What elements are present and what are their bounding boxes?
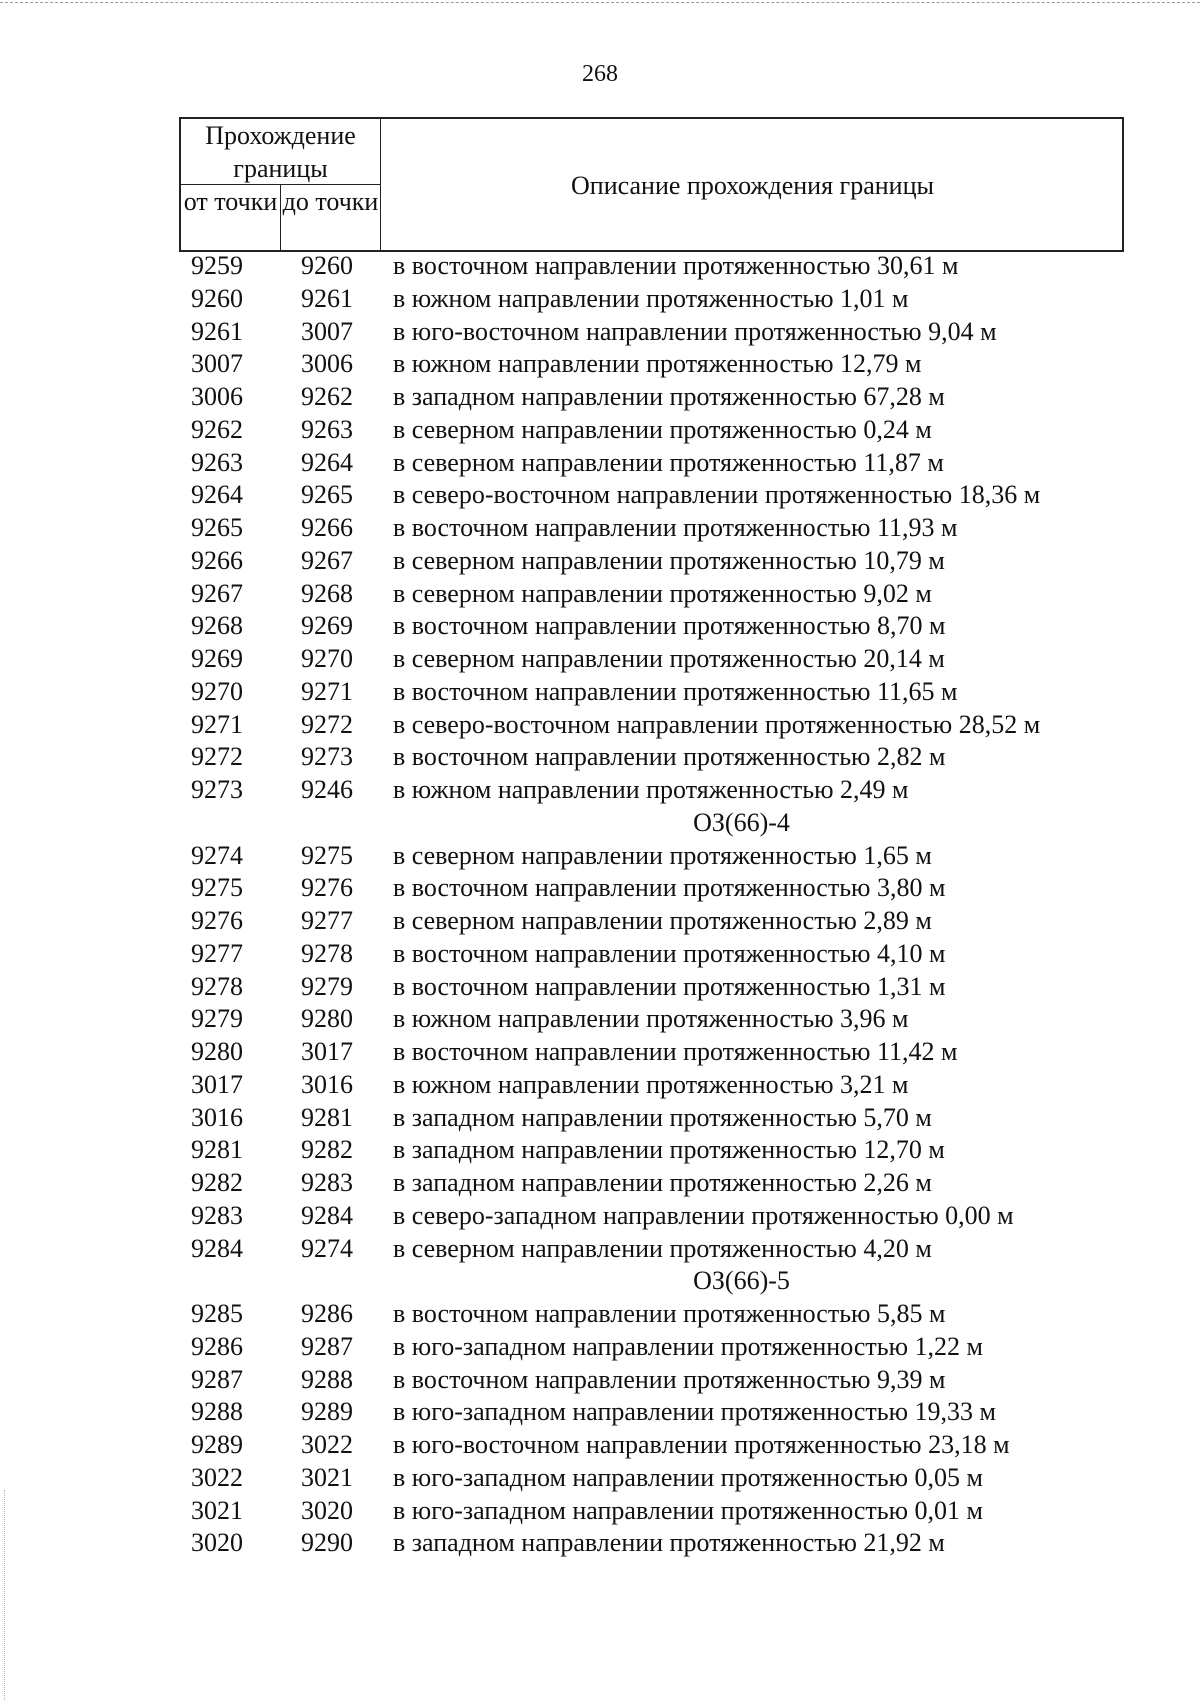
description-cell: в восточном направлении протяженностью 4,10 м bbox=[393, 938, 946, 968]
table-row bbox=[179, 1364, 1124, 1397]
table-row bbox=[179, 1200, 1124, 1233]
header-from-point: от точки bbox=[181, 185, 281, 252]
to-point-cell: 9261 bbox=[301, 283, 353, 313]
table-row bbox=[179, 741, 1124, 774]
from-point-cell: 9261 bbox=[191, 316, 243, 346]
description-cell: в северо-восточном направлении протяженностью 18,36 м bbox=[393, 480, 1041, 510]
to-point-cell: 9266 bbox=[301, 513, 353, 542]
description-cell: в западном направлении протяженностью 12,70 м bbox=[393, 1135, 945, 1165]
to-point-cell: 9275 bbox=[301, 840, 353, 870]
to-point-cell: 9283 bbox=[301, 1168, 353, 1197]
description-cell: в западном направлении протяженностью 5,70 м bbox=[393, 1102, 932, 1132]
from-point-cell: 9262 bbox=[191, 414, 243, 444]
to-point-cell: 9277 bbox=[301, 906, 353, 935]
table-row bbox=[179, 283, 1124, 316]
from-point-cell: 9284 bbox=[191, 1233, 243, 1263]
table-row bbox=[179, 1462, 1124, 1495]
from-point-cell: 9266 bbox=[191, 545, 243, 575]
from-point-cell: 3007 bbox=[191, 349, 243, 379]
from-point-cell: 9274 bbox=[191, 840, 243, 870]
table-row bbox=[179, 905, 1124, 938]
from-point-cell: 9268 bbox=[191, 611, 243, 641]
table-row bbox=[179, 1003, 1124, 1036]
to-point-cell: 3016 bbox=[301, 1069, 353, 1099]
from-point-cell: 9272 bbox=[191, 742, 243, 772]
table-row bbox=[179, 1298, 1124, 1331]
from-point-cell: 9275 bbox=[191, 873, 243, 903]
table-row bbox=[179, 643, 1124, 676]
table-row bbox=[179, 1233, 1124, 1266]
from-point-cell: 3006 bbox=[191, 382, 243, 411]
table-row bbox=[179, 1036, 1124, 1069]
description-cell: в северном направлении протяженностью 9,02 м bbox=[393, 578, 932, 608]
table-row bbox=[179, 1429, 1124, 1462]
description-cell: в северном направлении протяженностью 10,79 м bbox=[393, 545, 945, 575]
table-row bbox=[179, 1527, 1124, 1560]
description-cell: в юго-западном направлении протяженностью 0,01 м bbox=[393, 1495, 983, 1525]
from-point-cell: 9283 bbox=[191, 1200, 243, 1230]
from-point-cell: 9287 bbox=[191, 1364, 243, 1394]
to-point-cell: 9268 bbox=[301, 578, 353, 608]
description-cell: в восточном направлении протяженностью 11,65 м bbox=[393, 676, 958, 706]
description-cell: в западном направлении протяженностью 67,28 м bbox=[393, 382, 945, 411]
to-point-cell: 3022 bbox=[301, 1430, 353, 1459]
from-point-cell: 9259 bbox=[191, 251, 243, 280]
from-point-cell: 3016 bbox=[191, 1102, 243, 1132]
from-point-cell: 9270 bbox=[191, 676, 243, 706]
table-row bbox=[179, 709, 1124, 742]
header-to-point: до точки bbox=[282, 187, 379, 216]
description-cell: в восточном направлении протяженностью 2,82 м bbox=[393, 742, 946, 772]
to-point-cell: 3006 bbox=[301, 349, 353, 379]
description-cell: в южном направлении протяженностью 1,01 м bbox=[393, 283, 909, 313]
description-cell: в восточном направлении протяженностью 11,93 м bbox=[393, 513, 958, 542]
description-cell: в восточном направлении протяженностью 30,61 м bbox=[393, 251, 959, 280]
table-row bbox=[179, 381, 1124, 414]
to-point-cell: 9278 bbox=[301, 938, 353, 968]
to-point-cell: 9272 bbox=[301, 709, 353, 739]
table-row bbox=[179, 250, 1124, 283]
section-heading: ОЗ(66)-4 bbox=[693, 807, 790, 837]
table-row bbox=[179, 348, 1124, 381]
to-point-cell: 9246 bbox=[301, 775, 353, 804]
to-point-cell: 9267 bbox=[301, 545, 353, 575]
from-point-cell: 9271 bbox=[191, 709, 243, 739]
to-point-cell: 9276 bbox=[301, 873, 353, 903]
description-cell: в юго-западном направлении протяженностью 0,05 м bbox=[393, 1462, 983, 1492]
from-point-cell: 9263 bbox=[191, 447, 243, 477]
description-cell: в юго-западном направлении протяженностью 1,22 м bbox=[393, 1331, 983, 1361]
to-point-cell: 9288 bbox=[301, 1364, 353, 1394]
page-number: 268 bbox=[582, 61, 618, 87]
from-point-cell: 9273 bbox=[191, 775, 243, 804]
to-point-cell: 3007 bbox=[301, 316, 353, 346]
from-point-cell: 9260 bbox=[191, 283, 243, 313]
from-point-cell: 9288 bbox=[191, 1397, 243, 1427]
to-point-cell: 9279 bbox=[301, 971, 353, 1001]
description-cell: в восточном направлении протяженностью 3,80 м bbox=[393, 873, 946, 903]
boundary-table-body bbox=[179, 250, 1124, 1560]
description-cell: в северном направлении протяженностью 4,20 м bbox=[393, 1233, 932, 1263]
description-cell: в восточном направлении протяженностью 11,42 м bbox=[393, 1037, 958, 1066]
description-cell: в южном направлении протяженностью 3,96 м bbox=[393, 1004, 909, 1034]
description-cell: в восточном направлении протяженностью 8,70 м bbox=[393, 611, 946, 641]
table-row bbox=[179, 1102, 1124, 1135]
from-point-cell: 9286 bbox=[191, 1331, 243, 1361]
description-cell: в южном направлении протяженностью 2,49 м bbox=[393, 775, 909, 804]
from-point-cell: 9282 bbox=[191, 1168, 243, 1197]
to-point-cell: 3020 bbox=[301, 1495, 353, 1525]
from-point-cell: 9265 bbox=[191, 513, 243, 542]
table-row bbox=[179, 479, 1124, 512]
table-row bbox=[179, 316, 1124, 349]
to-point-cell: 9265 bbox=[301, 480, 353, 510]
table-row bbox=[179, 447, 1124, 480]
table-row bbox=[179, 545, 1124, 578]
section-heading: ОЗ(66)-5 bbox=[693, 1266, 790, 1296]
from-point-cell: 9269 bbox=[191, 644, 243, 673]
from-point-cell: 3021 bbox=[191, 1495, 243, 1525]
to-point-cell: 9274 bbox=[301, 1233, 353, 1263]
table-row bbox=[179, 1134, 1124, 1167]
header-description bbox=[380, 119, 1124, 252]
description-cell: в северо-западном направлении протяженностью 0,00 м bbox=[393, 1200, 1014, 1230]
table-row bbox=[179, 971, 1124, 1004]
to-point-cell: 9289 bbox=[301, 1397, 353, 1427]
to-point-cell: 9290 bbox=[301, 1528, 353, 1558]
from-point-cell: 9280 bbox=[191, 1037, 243, 1066]
to-point-cell: 9269 bbox=[301, 611, 353, 641]
from-point-cell: 9276 bbox=[191, 906, 243, 935]
table-row bbox=[179, 1331, 1124, 1364]
table-row bbox=[179, 610, 1124, 643]
description-cell: в юго-восточном направлении протяженностью 9,04 м bbox=[393, 316, 997, 346]
from-point-cell: 9278 bbox=[191, 971, 243, 1001]
description-cell: в северном направлении протяженностью 11,87 м bbox=[393, 447, 944, 477]
description-cell: в северном направлении протяженностью 2,89 м bbox=[393, 906, 932, 935]
table-row bbox=[179, 578, 1124, 611]
to-point-cell: 3021 bbox=[301, 1462, 353, 1492]
to-point-cell: 9282 bbox=[301, 1135, 353, 1165]
scan-left-edge-marks bbox=[4, 1490, 5, 1700]
description-cell: в юго-восточном направлении протяженностью 23,18 м bbox=[393, 1430, 1010, 1459]
table-header bbox=[179, 117, 1124, 252]
from-point-cell: 9277 bbox=[191, 938, 243, 968]
to-point-cell: 9263 bbox=[301, 414, 353, 444]
from-point-cell: 3017 bbox=[191, 1069, 243, 1099]
table-row bbox=[179, 872, 1124, 905]
description-cell: в восточном направлении протяженностью 1,31 м bbox=[393, 971, 946, 1001]
from-point-cell: 9279 bbox=[191, 1004, 243, 1034]
to-point-cell: 9280 bbox=[301, 1004, 353, 1034]
description-cell: в юго-западном направлении протяженностью 19,33 м bbox=[393, 1397, 996, 1427]
from-point-cell: 3020 bbox=[191, 1528, 243, 1558]
from-point-cell: 9267 bbox=[191, 578, 243, 608]
description-cell: в западном направлении протяженностью 21,92 м bbox=[393, 1528, 945, 1558]
to-point-cell: 9271 bbox=[301, 676, 353, 706]
from-point-cell: 9285 bbox=[191, 1299, 243, 1328]
description-cell: в северо-восточном направлении протяженностью 28,52 м bbox=[393, 709, 1041, 739]
to-point-cell: 9286 bbox=[301, 1299, 353, 1328]
to-point-cell: 9281 bbox=[301, 1102, 353, 1132]
header-description-label: Описание прохождения границы bbox=[571, 171, 934, 200]
to-point-cell: 9284 bbox=[301, 1200, 353, 1230]
description-cell: в южном направлении протяженностью 12,79 м bbox=[393, 349, 922, 379]
table-row bbox=[179, 414, 1124, 447]
from-point-cell: 9281 bbox=[191, 1135, 243, 1165]
to-point-cell: 9287 bbox=[301, 1331, 353, 1361]
table-row bbox=[179, 1396, 1124, 1429]
table-row bbox=[179, 1069, 1124, 1102]
from-point-cell: 3022 bbox=[191, 1462, 243, 1492]
description-cell: в восточном направлении протяженностью 5,85 м bbox=[393, 1299, 946, 1328]
to-point-cell: 9273 bbox=[301, 742, 353, 772]
description-cell: в северном направлении протяженностью 1,65 м bbox=[393, 840, 932, 870]
table-row bbox=[179, 840, 1124, 873]
scan-top-edge-line bbox=[0, 2, 1200, 3]
to-point-cell: 9260 bbox=[301, 251, 353, 280]
table-row bbox=[179, 774, 1124, 807]
from-point-cell: 9264 bbox=[191, 480, 243, 510]
header-boundary-passage: Прохождение границы bbox=[181, 119, 380, 185]
to-point-cell: 9262 bbox=[301, 382, 353, 411]
table-row bbox=[179, 938, 1124, 971]
description-cell: в северном направлении протяженностью 0,24 м bbox=[393, 414, 932, 444]
description-cell: в северном направлении протяженностью 20,14 м bbox=[393, 644, 945, 673]
description-cell: в восточном направлении протяженностью 9,39 м bbox=[393, 1364, 946, 1394]
from-point-cell: 9289 bbox=[191, 1430, 243, 1459]
table-row bbox=[179, 1495, 1124, 1528]
description-cell: в западном направлении протяженностью 2,26 м bbox=[393, 1168, 932, 1197]
description-cell: в южном направлении протяженностью 3,21 м bbox=[393, 1069, 909, 1099]
to-point-cell: 9264 bbox=[301, 447, 353, 477]
to-point-cell: 3017 bbox=[301, 1037, 353, 1066]
table-row bbox=[179, 512, 1124, 545]
to-point-cell: 9270 bbox=[301, 644, 353, 673]
table-row bbox=[179, 1167, 1124, 1200]
table-row bbox=[179, 676, 1124, 709]
